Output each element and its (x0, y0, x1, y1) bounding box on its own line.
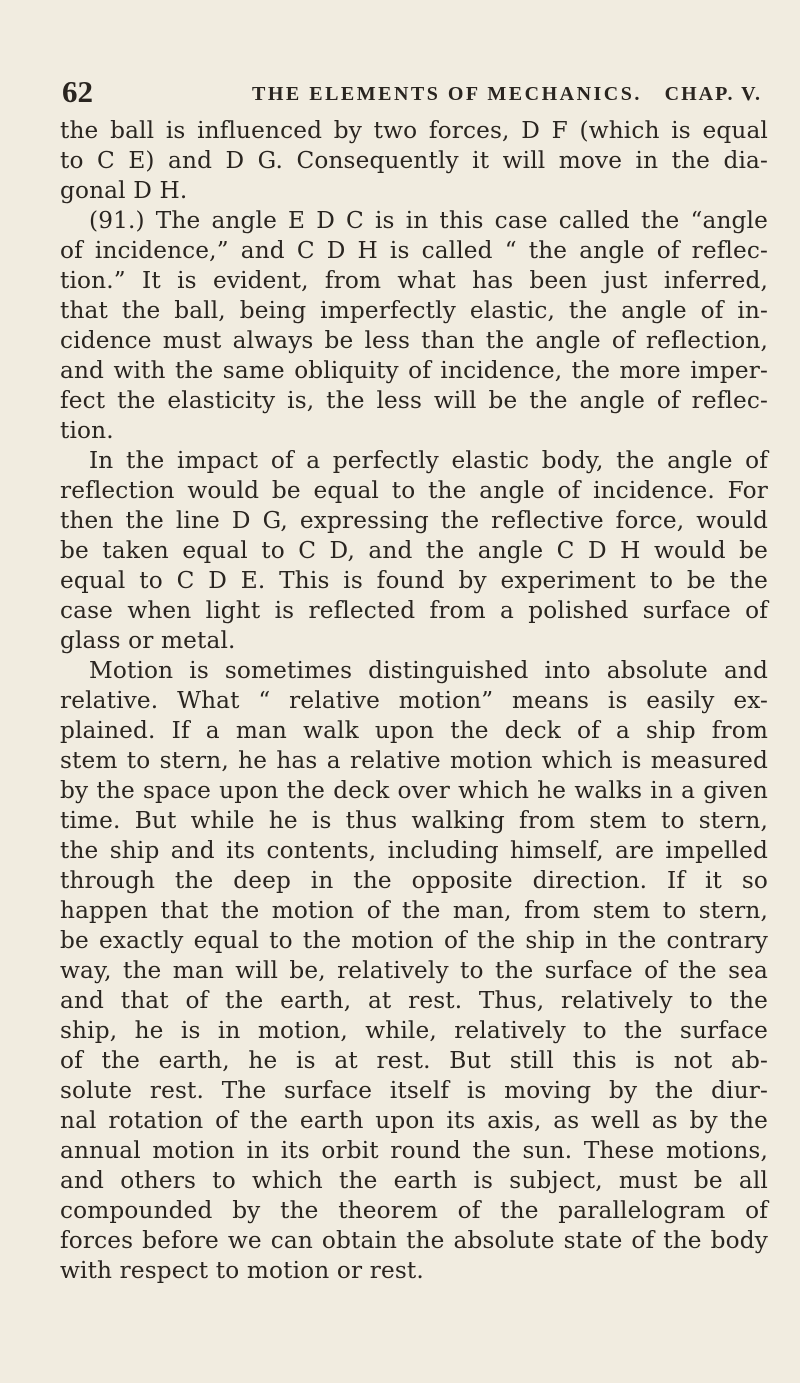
text-line: tion.” It is evident, from what has been just inferred, (60, 267, 768, 294)
text-line: time. But while he is thus walking from stem to stern, (60, 807, 768, 834)
text-line: annual motion in its orbit round the sun. These motions, (60, 1137, 768, 1164)
text-line: stem to stern, he has a relative motion which is measured (60, 747, 768, 774)
text-line: plained. If a man walk upon the deck of a ship from (60, 717, 768, 744)
text-line: that the ball, being imperfectly elastic, the angle of in- (60, 297, 768, 324)
text-line: equal to C D E. This is found by experiment to be the (60, 567, 768, 594)
text-line: case when light is reflected from a polished surface of (60, 597, 768, 624)
text-line: and that of the earth, at rest. Thus, relatively to the (60, 987, 768, 1014)
text-line: relative. What “ relative motion” means is easily ex- (60, 687, 768, 714)
text-line: to C E) and D G. Consequently it will move in the dia- (60, 147, 768, 174)
text-line: compounded by the theorem of the parallelogram of (60, 1197, 768, 1224)
text-line: then the line D G, expressing the reflective force, would (60, 507, 768, 534)
text-line: (91.) The angle E D C is in this case called the “angle (89, 207, 768, 234)
body-text (60, 116, 768, 1286)
text-line: way, the man will be, relatively to the surface of the sea (60, 957, 768, 984)
running-title: THE ELEMENTS OF MECHANICS. (252, 83, 642, 105)
text-line: nal rotation of the earth upon its axis, as well as by the (60, 1107, 768, 1134)
chapter-label: CHAP. V. (664, 83, 762, 105)
text-line: through the deep in the opposite direction. If it so (60, 867, 768, 894)
text-line: of incidence,” and C D H is called “ the angle of reflec- (60, 237, 768, 264)
text-line: with respect to motion or rest. (60, 1257, 424, 1284)
text-line: solute rest. The surface itself is moving by the diur- (60, 1077, 768, 1104)
text-line: forces before we can obtain the absolute state of the body (60, 1227, 768, 1254)
text-line: happen that the motion of the man, from stem to stern, (60, 897, 768, 924)
text-line: fect the elasticity is, the less will be the angle of reflec- (60, 387, 768, 414)
text-line: gonal D H. (60, 177, 188, 204)
text-line: be taken equal to C D, and the angle C D H would be (60, 537, 768, 564)
text-line: cidence must always be less than the angle of reflection, (60, 327, 768, 354)
text-line: by the space upon the deck over which he walks in a given (60, 777, 768, 804)
text-line: Motion is sometimes distinguished into absolute and (89, 657, 768, 684)
text-line: glass or metal. (60, 627, 236, 654)
text-line: In the impact of a perfectly elastic body, the angle of (89, 447, 768, 474)
text-line: be exactly equal to the motion of the ship in the contrary (60, 927, 768, 954)
text-line: of the earth, he is at rest. But still this is not ab- (60, 1047, 768, 1074)
text-line: and others to which the earth is subject, must be all (60, 1167, 768, 1194)
text-line: ship, he is in motion, while, relatively to the surface (60, 1017, 768, 1044)
page-header (62, 74, 762, 114)
text-line: reflection would be equal to the angle of incidence. For (60, 477, 768, 504)
text-line: the ball is influenced by two forces, D F (which is equal (60, 117, 768, 144)
text-line: the ship and its contents, including himself, are impelled (60, 837, 768, 864)
text-line: tion. (60, 417, 114, 444)
page-number: 62 (62, 74, 93, 109)
text-line: and with the same obliquity of incidence, the more imper- (60, 357, 768, 384)
